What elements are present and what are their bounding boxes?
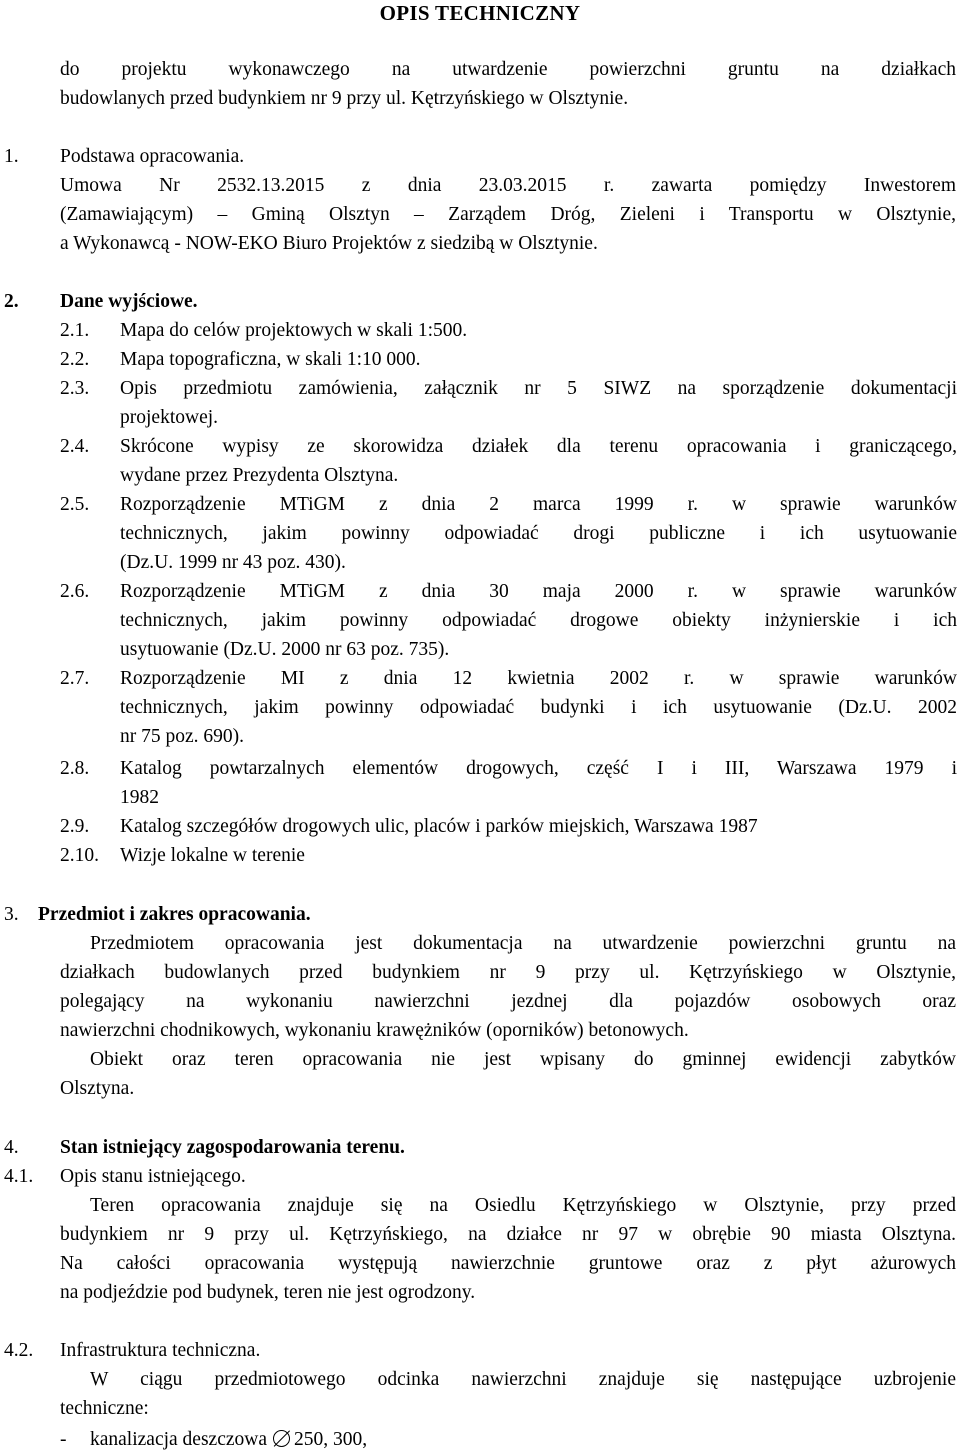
item-number: 2.9. — [60, 816, 90, 837]
subsection-4-1-number: 4.1. — [4, 1166, 34, 1187]
subsection-4-1-line: Na całości opracowania występują nawierzchnie gruntowe oraz z płyt ażurowych — [60, 1253, 956, 1274]
subsection-4-2-heading: Infrastruktura techniczna. — [60, 1340, 261, 1361]
subsection-4-2-number: 4.2. — [4, 1340, 34, 1361]
section-2-number: 2. — [4, 291, 19, 312]
section-4-number: 4. — [4, 1137, 19, 1158]
section-3-paragraph-line: nawierzchni chodnikowych, wykonaniu krawężników (oporników) betonowych. — [60, 1020, 689, 1041]
section-3-number: 3. — [4, 904, 19, 925]
item-text: usytuowanie (Dz.U. 2000 nr 63 poz. 735). — [120, 639, 450, 660]
item-text: Mapa topograficzna, w skali 1:10 000. — [120, 349, 421, 370]
subsection-4-1-line: Teren opracowania znajduje się na Osiedlu Kętrzyńskiego w Olsztynie, przy przed — [90, 1195, 956, 1216]
item-text: Rozporządzenie MTiGM z dnia 30 maja 2000 r. w sprawie warunków — [120, 581, 957, 602]
item-text: technicznych, jakim powinny odpowiadać drogi publiczne i ich usytuowanie — [120, 523, 957, 544]
subsection-4-2-line: W ciągu przedmiotowego odcinka nawierzchni znajduje się następujące uzbrojenie — [90, 1369, 956, 1390]
item-number: 2.3. — [60, 378, 90, 399]
item-text: Wizje lokalne w terenie — [120, 845, 305, 866]
item-number: 2.6. — [60, 581, 90, 602]
document-title: OPIS TECHNICZNY — [379, 1, 581, 25]
item-text: Opis przedmiotu zamówienia, załącznik nr 5 SIWZ na sporządzenie dokumentacji — [120, 378, 957, 399]
item-text: Mapa do celów projektowych w skali 1:500. — [120, 320, 468, 341]
section-1-line: a Wykonawcą - NOW-EKO Biuro Projektów z siedzibą w Olsztynie. — [60, 233, 598, 254]
section-1-line: Umowa Nr 2532.13.2015 z dnia 23.03.2015 r. zawarta pomiędzy Inwestorem — [60, 175, 956, 196]
intro-line-2: budowlanych przed budynkiem nr 9 przy ul. Kętrzyńskiego w Olsztynie. — [60, 88, 629, 109]
item-number: 2.1. — [60, 320, 90, 341]
section-3-paragraph-line: Przedmiotem opracowania jest dokumentacja na utwardzenie powierzchni gruntu na — [90, 933, 956, 954]
item-number: 2.5. — [60, 494, 90, 515]
item-text: Skrócone wypisy ze skorowidza działek dla terenu opracowania i graniczącego, — [120, 436, 957, 457]
intro-line-1: do projektu wykonawczego na utwardzenie powierzchni gruntu na działkach — [60, 59, 956, 80]
section-2-heading: Dane wyjściowe. — [60, 291, 198, 312]
section-1-heading: Podstawa opracowania. — [60, 146, 245, 167]
item-text: Katalog szczegółów drogowych ulic, placów i parków miejskich, Warszawa 1987 — [120, 816, 758, 837]
section-4-heading: Stan istniejący zagospodarowania terenu. — [60, 1137, 405, 1158]
item-text: wydane przez Prezydenta Olsztyna. — [120, 465, 399, 486]
subsection-4-1-line: na podjeździe pod budynek, teren nie jest ogrodzony. — [60, 1282, 476, 1303]
bullet-item — [90, 1425, 367, 1454]
item-text: nr 75 poz. 690). — [120, 726, 245, 747]
section-3-paragraph-line: Obiekt oraz teren opracowania nie jest wpisany do gminnej ewidencji zabytków — [90, 1049, 956, 1070]
subsection-4-2-line: techniczne: — [60, 1398, 149, 1419]
item-text: 1982 — [120, 787, 159, 808]
item-number: 2.7. — [60, 668, 90, 689]
item-text: Rozporządzenie MI z dnia 12 kwietnia 2002 r. w sprawie warunków — [120, 668, 957, 689]
item-text: Katalog powtarzalnych elementów drogowych, część I i III, Warszawa 1979 i — [120, 758, 957, 779]
subsection-4-1-heading: Opis stanu istniejącego. — [60, 1166, 246, 1187]
bullet-text: kanalizacja deszczowa — [90, 1429, 268, 1450]
item-number: 2.2. — [60, 349, 90, 370]
bullet-dash: - — [60, 1429, 67, 1450]
section-3-paragraph-line: polegający na wykonaniu nawierzchni jezdnej dla pojazdów osobowych oraz — [60, 991, 956, 1012]
item-number: 2.4. — [60, 436, 90, 457]
item-text: technicznych, jakim powinny odpowiadać drogowe obiekty inżynierskie i ich — [120, 610, 957, 631]
section-1-number: 1. — [4, 146, 19, 167]
item-text: projektowej. — [120, 407, 219, 428]
item-text: technicznych, jakim powinny odpowiadać budynki i ich usytuowanie (Dz.U. 2002 — [120, 697, 957, 718]
section-3-heading: Przedmiot i zakres opracowania. — [38, 904, 311, 925]
section-3-paragraph-line: Olsztyna. — [60, 1078, 135, 1099]
item-text: (Dz.U. 1999 nr 43 poz. 430). — [120, 552, 346, 573]
bullet-values: 250, 300, — [294, 1429, 368, 1450]
subsection-4-1-line: budynkiem nr 9 przy ul. Kętrzyńskiego, na działce nr 97 w obrębie 90 miasta Olsztyna. — [60, 1224, 956, 1245]
item-text: Rozporządzenie MTiGM z dnia 2 marca 1999 r. w sprawie warunków — [120, 494, 957, 515]
item-number: 2.10. — [60, 845, 99, 866]
diameter-icon — [273, 1430, 290, 1447]
section-3-paragraph-line: działkach budowlanych przed budynkiem nr 9 przy ul. Kętrzyńskiego w Olsztynie, — [60, 962, 956, 983]
item-number: 2.8. — [60, 758, 90, 779]
section-1-line: (Zamawiającym) – Gminą Olsztyn – Zarządem Dróg, Zieleni i Transportu w Olsztynie, — [60, 204, 956, 225]
